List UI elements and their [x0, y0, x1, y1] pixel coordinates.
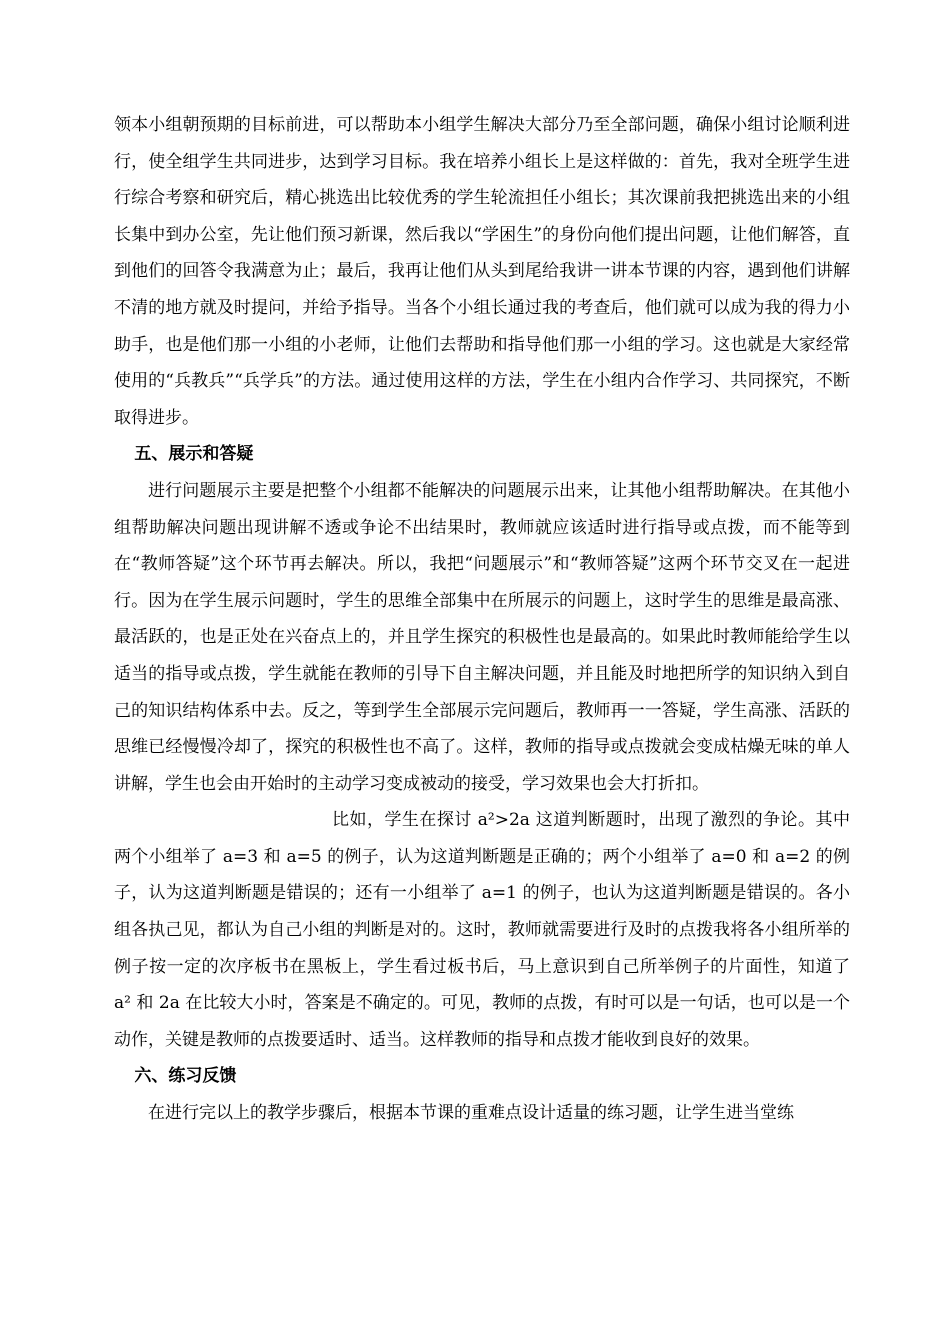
document-body: [114, 107, 850, 1132]
paragraph-group-leader-training: 领本小组朝预期的目标前进，可以帮助本小组学生解决大部分乃至全部问题，确保小组讨论顺利进行，使全组学生共同进步，达到学习目标。我在培养小组长上是这样做的：首先，我对全班学生进行综合考察和研究后，精心挑选出比较优秀的学生轮流担任小组长；其次课前我把挑选出来的小组长集中到办公室，先让他们预习新课，然后我以“学困生”的身份向他们提出问题，让他们解答，直到他们的回答令我满意为止；最后，我再让他们从头到尾给我讲一讲本节课的内容，遇到他们讲解不清的地方就及时提问，并给予指导。当各个小组长通过我的考查后，他们就可以成为我的得力小助手，也是他们那一小组的小老师，让他们去帮助和指导他们那一小组的学习。这也就是大家经常使用的“兵教兵”“兵学兵”的方法。通过使用这样的方法，学生在小组内合作学习、共同探究，不断取得进步。: [114, 115, 850, 428]
paragraph-practice: 在进行完以上的教学步骤后，根据本节课的重难点设计适量的练习题，让学生进当堂练: [148, 1103, 794, 1124]
paragraph-example-inequality: 比如，学生在探讨 a²>2a 这道判断题时，出现了激烈的争论。其中两个小组举了 a=3 和 a=5 的例子，认为这道判断题是正确的；两个小组举了 a=0 和 a=2 的例子，认为这道判断题是错误的；还有一小组举了 a=1 的例子，也认为这道判断题是错误的。各小组各执己见，都认为自己小组的判断是对的。这时，教师就需要进行及时的点拨我将各小组所举的例子按一定的次序板书在黑板上，学生看过板书后，马上意识到自己所举例子的片面性，知道了 a² 和 2a 在比较大小时，答案是不确定的。可见，教师的点拨，有时可以是一句话，也可以是一个动作，关键是教师的点拨要适时、适当。这样教师的指导和点拨才能收到良好的效果。: [114, 810, 850, 1050]
paragraph-problem-display: 进行问题展示主要是把整个小组都不能解决的问题展示出来，让其他小组帮助解决。在其他小组帮助解决问题出现讲解不透或争论不出结果时，教师就应该适时进行指导或点拨，而不能等到在“教师答疑”这个环节再去解决。所以，我把“问题展示”和“教师答疑”这两个环节交叉在一起进行。因为在学生展示问题时，学生的思维全部集中在所展示的问题上，这时学生的思维是最高涨、最活跃的，也是正处在兴奋点上的，并且学生探究的积极性也是最高的。如果此时教师能给学生以适当的指导或点拨，学生就能在教师的引导下自主解决问题，并且能及时地把所学的知识纳入到自己的知识结构体系中去。反之，等到学生全部展示完问题后，教师再一一答疑，学生高涨、活跃的思维已经慢慢冷却了，探究的积极性也不高了。这样，教师的指导或点拨就会变成枯燥无味的单人讲解，学生也会由开始时的主动学习变成被动的接受，学习效果也会大打折扣。: [114, 480, 850, 794]
section-heading-display-and-qa: 五、展示和答疑: [134, 444, 254, 465]
section-heading-practice-feedback: 六、练习反馈: [134, 1066, 237, 1087]
